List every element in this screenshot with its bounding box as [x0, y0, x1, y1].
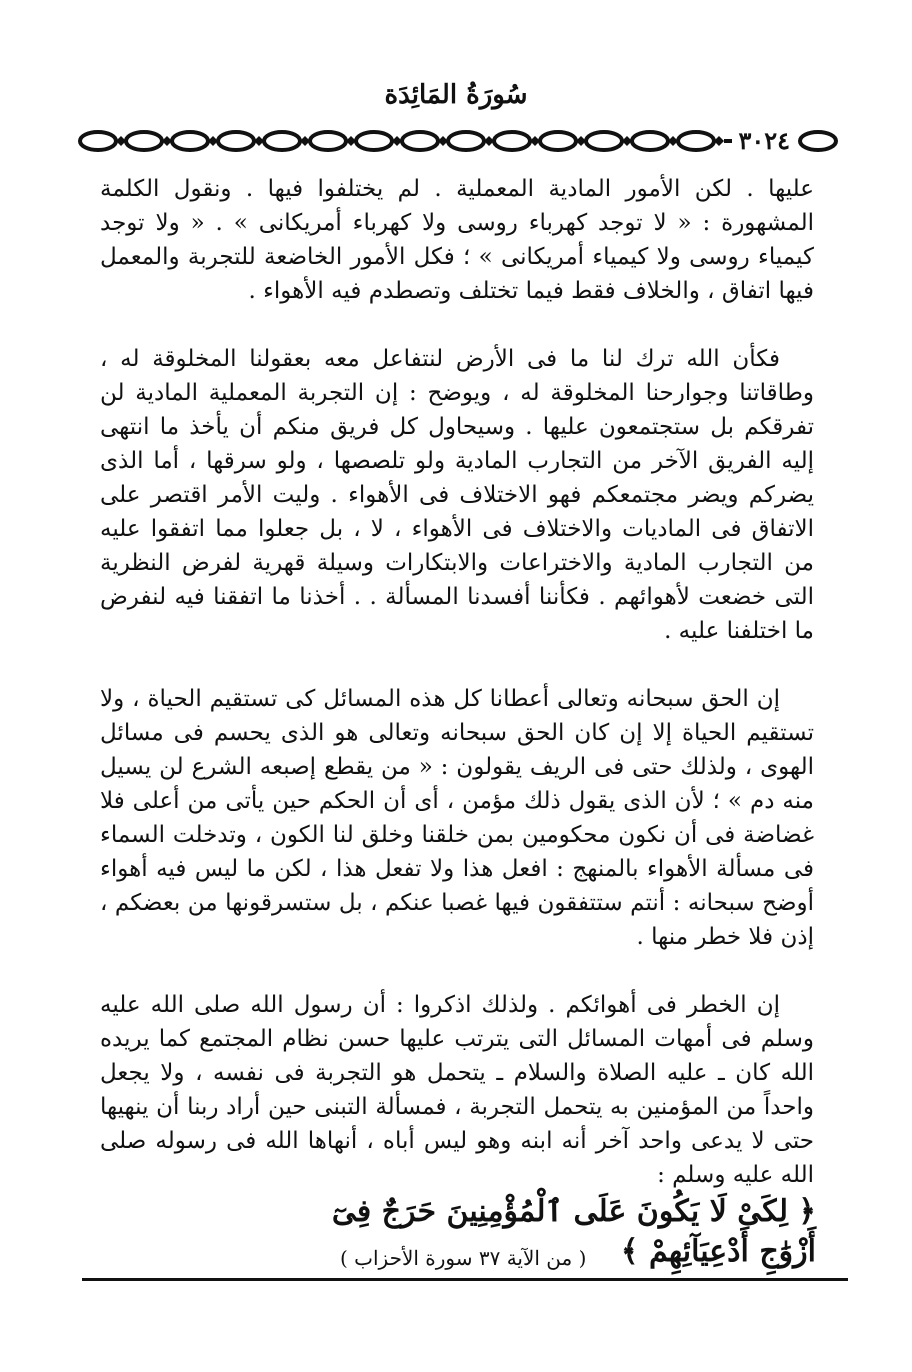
quran-verse: ﴿ لِكَىْ لَا يَكُونَ عَلَى ٱلْمُؤْمِنِينَ حَرَجٌ فِىٓ أَزْوَٰجِ أَدْعِيَآئِهِمْ ﴾	[331, 1194, 816, 1269]
ornamental-border-icon	[78, 124, 840, 158]
surah-title: سُورَةُ المَائِدَة	[384, 80, 528, 110]
page-number: ٣٠٢٤	[734, 124, 794, 158]
paragraph-4: إن الخطر فى أهوائكم . ولذلك اذكروا : أن رسول الله صلى الله عليه وسلم فى أمهات المسائل التى يترتب عليها حسن نظام المجتمع كما يريده الله كان ـ عليه الصلاة والسلام ـ يتحمل هو التجربة فى نفسه ، ولا يجعل واحداً من المؤمنين به يتحمل التجربة ، فمسألة التبنى حين أراد ربنا أن ينهيها حتى لا يدعى واحد آخر أنه ابنه وهو ليس أباه ، أنهاها الله فى رسوله صلى الله عليه وسلم :	[100, 992, 814, 1188]
paragraph-2: فكأن الله ترك لنا ما فى الأرض لنتفاعل معه بعقولنا المخلوقة له ، وطاقاتنا وجوارحنا المخلوقة له ، ويوضح : إن التجربة المعملية المادية لن تفرقكم بل ستجتمعون عليها . وسيحاول كل فريق منكم أن يأخذ ما انتهى إليه الفريق الآخر من التجارب المادية ولو تلصصها ، ولو سرقها ، أما الذى يضركم ويضر مجتمعكم فهو الاختلاف فى الأهواء . وليت الأمر اقتصر على الاتفاق فى الماديات والاختلاف فى الأهواء ، لا ، بل جعلوا مما اتفقوا عليه من التجارب المادية والاختراعات والابتكارات وسيلة قهرية لفرض النظرية التى خضعت لأهوائهم . فكأننا أفسدنا المسألة . . أخذنا ما اتفقنا فيه لنفرض ما اختلفنا عليه .	[100, 346, 814, 644]
verse-reference: ( من الآية ٣٧ سورة الأحزاب )	[340, 1246, 587, 1270]
body-text	[100, 172, 814, 1192]
paragraph-1: عليها . لكن الأمور المادية المعملية . لم يختلفوا فيها . ونقول الكلمة المشهورة : « لا توجد كهرباء روسى ولا كهرباء أمريكانى » . « ولا توجد كيمياء روسى ولا كيمياء أمريكانى » ؛ فكل الأمور الخاضعة للتجربة والمعمل فيها اتفاق ، والخلاف فقط فيما تختلف وتصطدم فيه الأهواء .	[100, 176, 814, 304]
header-ornament-row	[78, 124, 840, 158]
footer-divider	[82, 1278, 848, 1281]
paragraph-3: إن الحق سبحانه وتعالى أعطانا كل هذه المسائل كى تستقيم الحياة ، ولا تستقيم الحياة إلا إن كان الحق سبحانه وتعالى هو الذى يحسم فى مسائل الهوى ، ولذلك حتى فى الريف يقولون : « من يقطع إصبعه الشرع لن يسيل منه دم » ؛ لأن الذى يقول ذلك مؤمن ، أى أن الحكم حين يأتى من أعلى فلا غضاضة فى أن نكون محكومين بمن خلقنا وخلق لنا الكون ، وتدخلت السماء فى مسألة الأهواء بالمنهج : افعل هذا ولا تفعل هذا ، لكن ما ليس فيه أهواء أوضح سبحانه : أنتم ستتفقون فيها غصبا عنكم ، بل ستسرقونها من بعضكم ، إذن فلا خطر منها .	[100, 686, 814, 950]
